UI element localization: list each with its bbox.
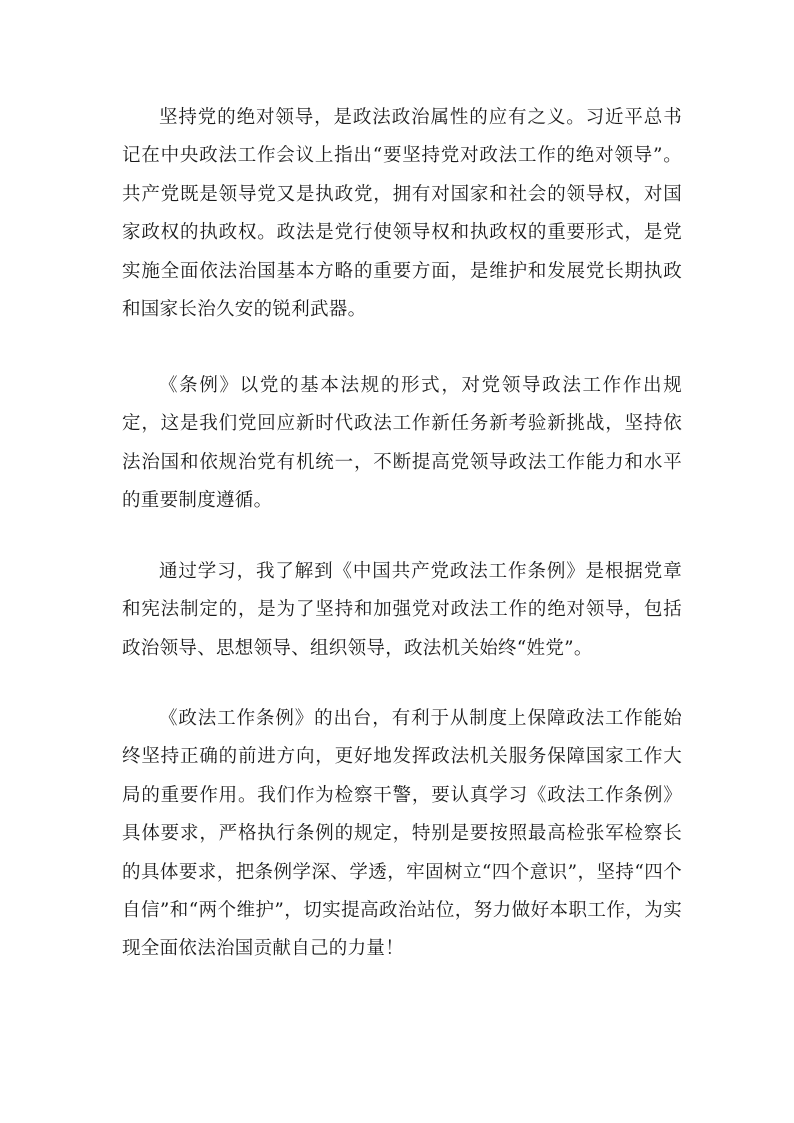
- paragraph-2: 《条例》以党的基本法规的形式，对党领导政法工作作出规定，这是我们党回应新时代政法工作新任务新考验新挑战，坚持依法治国和依规治党有机统一，不断提高党领导政法工作能力和水平的重要制度遵循。: [122, 375, 682, 512]
- paragraph-1: 坚持党的绝对领导，是政法政治属性的应有之义。习近平总书记在中央政法工作会议上指出“要坚持党对政法工作的绝对领导”。共产党既是领导党又是执政党，拥有对国家和社会的领导权，对国家政权的执政权。政法是党行使领导权和执政权的重要形式，是党实施全面依法治国基本方略的重要方面，是维护和发展党长期执政和国家长治久安的锐利武器。: [122, 107, 682, 321]
- paragraph-4: 《政法工作条例》的出台，有利于从制度上保障政法工作能始终坚持正确的前进方向，更好地发挥政法机关服务保障国家工作大局的重要作用。我们作为检察干警，要认真学习《政法工作条例》具体要求，严格执行条例的规定，特别是要按照最高检张军检察长的具体要求，把条例学深、学透，牢固树立“四个意识”，坚持“四个自信”和“两个维护”，切实提高政治站位，努力做好本职工作，为实现全面依法治国贡献自己的力量！: [122, 708, 682, 960]
- paragraph-3: 通过学习，我了解到《中国共产党政法工作条例》是根据党章和宪法制定的，是为了坚持和加强党对政法工作的绝对领导，包括政治领导、思想领导、组织领导，政法机关始终“姓党”。: [122, 561, 682, 659]
